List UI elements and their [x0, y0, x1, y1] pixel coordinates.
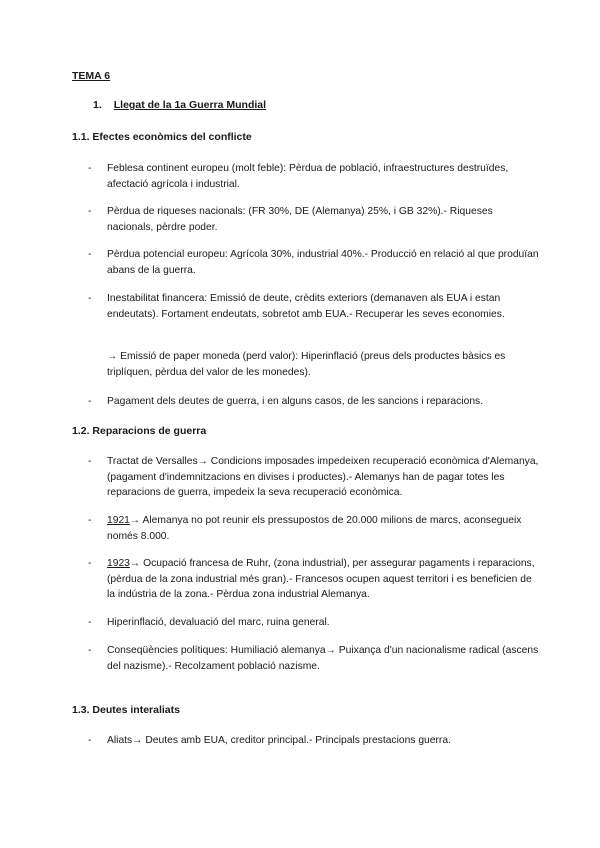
- bullet-dash: -: [88, 558, 92, 569]
- list-item-continuation: → Emissió de paper moneda (perd valor): Hiperinflació (preus dels productes bàsics es triplíquen, pèrdua del valor de les monedes).: [107, 351, 506, 378]
- list-item-text: [107, 513, 539, 544]
- year-1921-text: → Alemanya no pot reunir els pressupostos de 20.000 milions de marcs, aconsegueix només 8.000.: [107, 515, 522, 542]
- bullet-dash: -: [88, 249, 92, 260]
- bullet-dash: -: [88, 735, 92, 746]
- bullet-dash: -: [88, 206, 92, 217]
- list-item-text: [107, 556, 539, 603]
- bullet-dash: -: [88, 293, 92, 304]
- list-item-text: Pèrdua de riqueses nacionals: (FR 30%, DE (Alemanya) 25%, i GB 32%).- Riqueses nacionals, pèrdre poder.: [107, 206, 493, 233]
- list-item-text: Pèrdua potencial europeu: Agrícola 30%, industrial 40%.- Producció en relació al que produïan abans de la guerra.: [107, 249, 539, 276]
- list-item-text: Aliats→ Deutes amb EUA, creditor principal.- Principals prestacions guerra.: [107, 735, 451, 746]
- list-item-text: Feblesa continent europeu (molt feble): Pèrdua de població, infraestructures destruïdes, afectació agrícola i industrial.: [107, 163, 509, 190]
- bullet-dash: -: [88, 163, 92, 174]
- subsection-title-1-3: 1.3. Deutes interaliats: [72, 704, 180, 716]
- section-title: Llegat de la 1a Guerra Mundial: [113, 99, 267, 111]
- bullet-dash: -: [88, 515, 92, 526]
- bullet-dash: -: [88, 396, 92, 407]
- section-number: 1.: [93, 99, 102, 111]
- section-heading: [93, 99, 266, 111]
- tema-heading: TEMA 6: [72, 70, 111, 82]
- subsection-title-1-1: 1.1. Efectes econòmics del conflicte: [72, 131, 252, 143]
- list-item-text: Hiperinflació, devaluació del marc, ruina general.: [107, 617, 330, 628]
- list-item-text: Pagament dels deutes de guerra, i en alguns casos, de les sancions i reparacions.: [107, 396, 484, 407]
- list-item-text: Inestabilitat financera: Emissió de deute, crèdits exteriors (demanaven als EUA i estan endeutats). Fortament endeutats, sobretot amb EUA.- Recuperar les seves economies.: [107, 293, 505, 320]
- year-1923: 1923: [107, 558, 130, 569]
- subsection-title-1-2: 1.2. Reparacions de guerra: [72, 425, 207, 437]
- year-1921: 1921: [107, 515, 130, 526]
- bullet-dash: -: [88, 456, 92, 467]
- year-1923-text: → Ocupació francesa de Ruhr, (zona industrial), per assegurar pagaments i reparacions, (pèrdua de la zona industrial més gran).- Francesos ocupen aquest territori i es beneficien de la indústria de la zona.- Pèrdua zona industrial Alemanya.: [107, 558, 535, 600]
- list-item-text: Tractat de Versalles→ Condicions imposades impedeixen recuperació econòmica d'Alemanya, (pagament d'indemnitzacions en divises i productes).- Alemanys han de pagar totes les reparacions de guerra, impedeix la seva recuperació econòmica.: [107, 456, 539, 498]
- list-item-text: Conseqüències polítiques: Humiliació alemanya→ Puixança d'un nacionalisme radical (ascens del nazisme).- Recolzament població nazisme.: [107, 645, 539, 672]
- bullet-dash: -: [88, 645, 92, 656]
- bullet-dash: -: [88, 617, 92, 628]
